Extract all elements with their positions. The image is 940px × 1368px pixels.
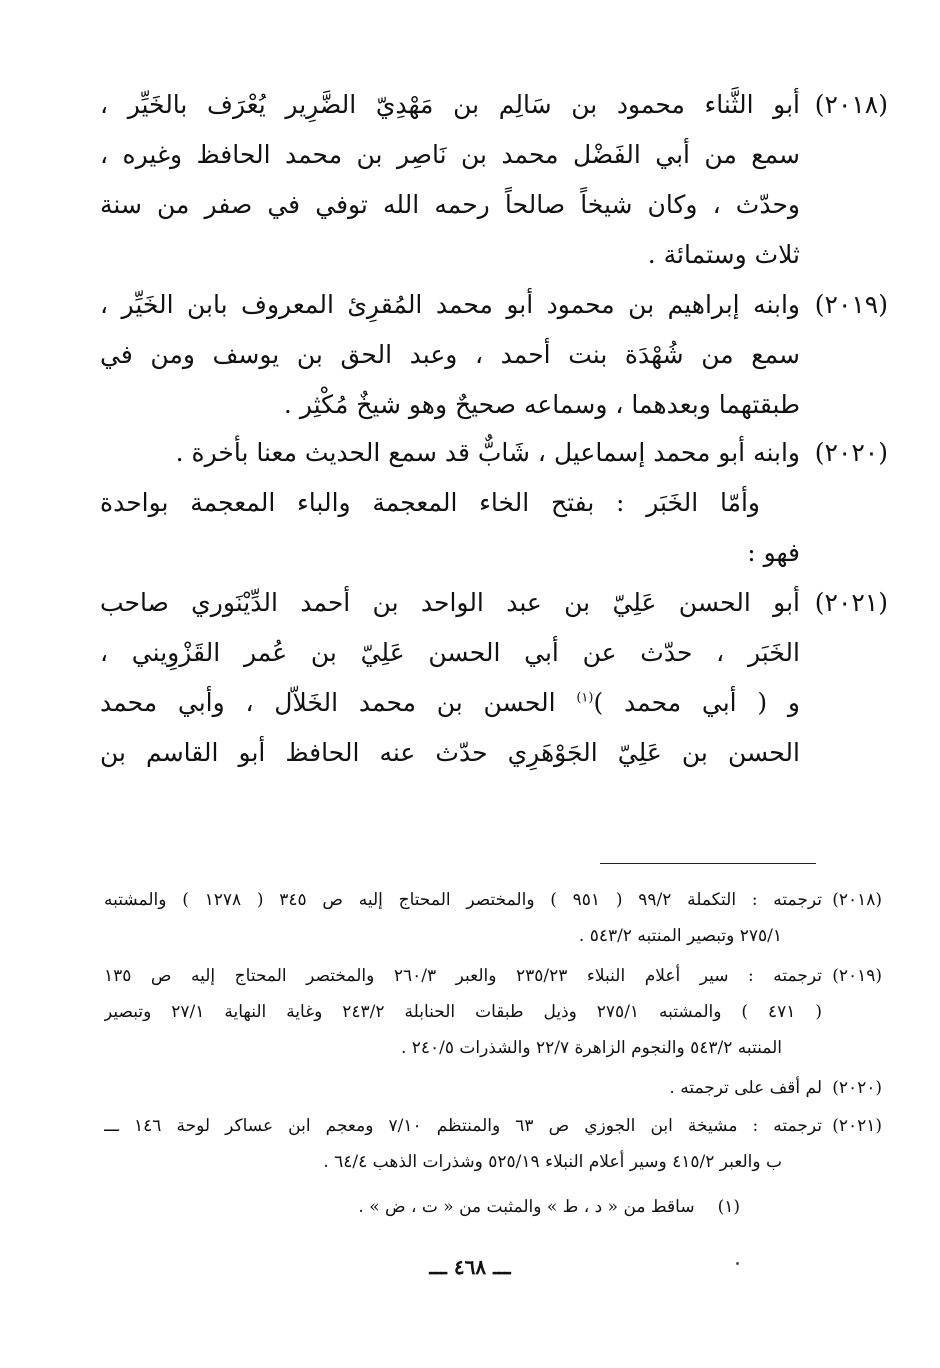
footnote-line: لم أقف على ترجمته . [669,1078,822,1098]
entry-number: (٢٠١٨) [814,90,888,119]
entry-2020 [100,428,888,478]
footnote-line: ٢٧٥/١ وتبصير المنتبه ٥٤٣/٢ . [578,926,782,946]
entry-line: سمع من شُهْدَة بنت أحمد ، وعبد الحق بن يوسف ومن في [100,340,800,369]
entry-line: أبو الثَّناء محمود بن سَالِم بن مَهْدِيّ الضَّرِير يُعْرَف بالخَيِّر ، [100,90,800,119]
footnote-number: (٢٠١٨) [832,890,882,910]
entry-line [100,678,800,728]
entry-2018 [100,80,888,280]
footnote-number: (٢٠٢١) [832,1116,882,1136]
entry-line: وحدّث ، وكان شيخاً صالحاً رحمه الله توفي في صفر من سنة [100,190,800,219]
entry-line: طبقتهما وبعدهما ، وسماعه صحيحٌ وهو شيخٌ مُكْثِر . [283,390,800,419]
footnote-number: (٢٠٢٠) [832,1078,882,1098]
entry-text: و ( أبي محمد ) [593,688,800,717]
footnote-divider [600,863,816,864]
footnote-line: ب والعبر ٤١٥/٢ وسير أعلام النبلاء ٥٢٥/١٩ وشذرات الذهب ٦٤/٤ . [323,1152,782,1172]
subnote-1 [200,1189,740,1225]
footnote-line: ترجمته : سير أعلام النبلاء ٢٣٥/٢٣ والعبر ٢٦٠/٣ والمختصر المحتاج إليه ص ١٣٥ [104,966,822,986]
entry-line: وابنه إبراهيم بن محمود أبو محمد المُقرِئ المعروف بابن الخَيِّر ، [100,290,800,319]
entry-line: الخَبَر ، حدّث عن أبي الحسن عَلِيّ بن عُمر القَزْوِيني ، [100,638,800,667]
footnote-2018 [104,882,882,954]
footnote-2019 [104,958,882,1066]
footnote-line: ترجمته : التكملة ٩٩/٢ ( ٩٥١ ) والمختصر المحتاج إليه ص ٣٤٥ ( ١٢٧٨ ) والمشتبه [104,890,822,910]
footnote-line: ( ٤٧١ ) والمشتبه ٢٧٥/١ وذيل طبقات الحنابلة ٢٤٣/٢ وغاية النهاية ٢٧/١ وتبصير [104,1002,822,1022]
page-number: ـــ ٤٦٨ ـــ [429,1255,511,1279]
paragraph-line: وأمّا الخَبَر : بفتح الخاء المعجمة والباء المعجمة بواحدة [100,488,760,517]
footnote-marker: (١) [576,690,594,706]
subnote-text: ساقط من « د ، ط » والمثبت من « ت ، ض » . [358,1197,695,1217]
entry-number: (٢٠٢٠) [814,438,888,467]
entry-line: ثلاث وستمائة . [647,240,800,269]
paragraph-line: فهو : [747,538,800,567]
paragraph-khabar [100,478,800,578]
scan-speck [736,1262,739,1265]
entry-2019 [100,280,888,430]
entry-number: (٢٠١٩) [814,290,888,319]
footnote-2020 [104,1070,882,1106]
entry-2021 [100,578,888,778]
footnote-number: (٢٠١٩) [832,966,882,986]
entry-line: وابنه أبو محمد إسماعيل ، شَابٌّ قد سمع الحديث معنا بأخرة . [175,438,800,467]
entry-line: الحسن بن عَلِيّ الجَوْهَرِي حدّث عنه الحافظ أبو القاسم بن [100,738,800,767]
footnote-line: ترجمته : مشيخة ابن الجوزي ص ٦٣ والمنتظم ٧/١٠ ومعجم ابن عساكر لوحة ١٤٦ ـــ [104,1116,822,1136]
subnote-number: (١) [717,1197,740,1217]
entry-number: (٢٠٢١) [814,588,888,617]
footnote-line: المنتبه ٥٤٣/٢ والنجوم الزاهرة ٢٢/٧ والشذرات ٢٤٠/٥ . [400,1038,782,1058]
entry-text: الحسن بن محمد الخَلاّل ، وأبي محمد [100,688,577,717]
footnote-2021 [104,1108,882,1180]
entry-line: سمع من أبي الفَضْل محمد بن نَاصِر بن محمد الحافظ وغيره ، [100,140,800,169]
entry-line: أبو الحسن عَلِيّ بن عبد الواحد بن أحمد الدِّيْنَوري صاحب [100,588,800,617]
